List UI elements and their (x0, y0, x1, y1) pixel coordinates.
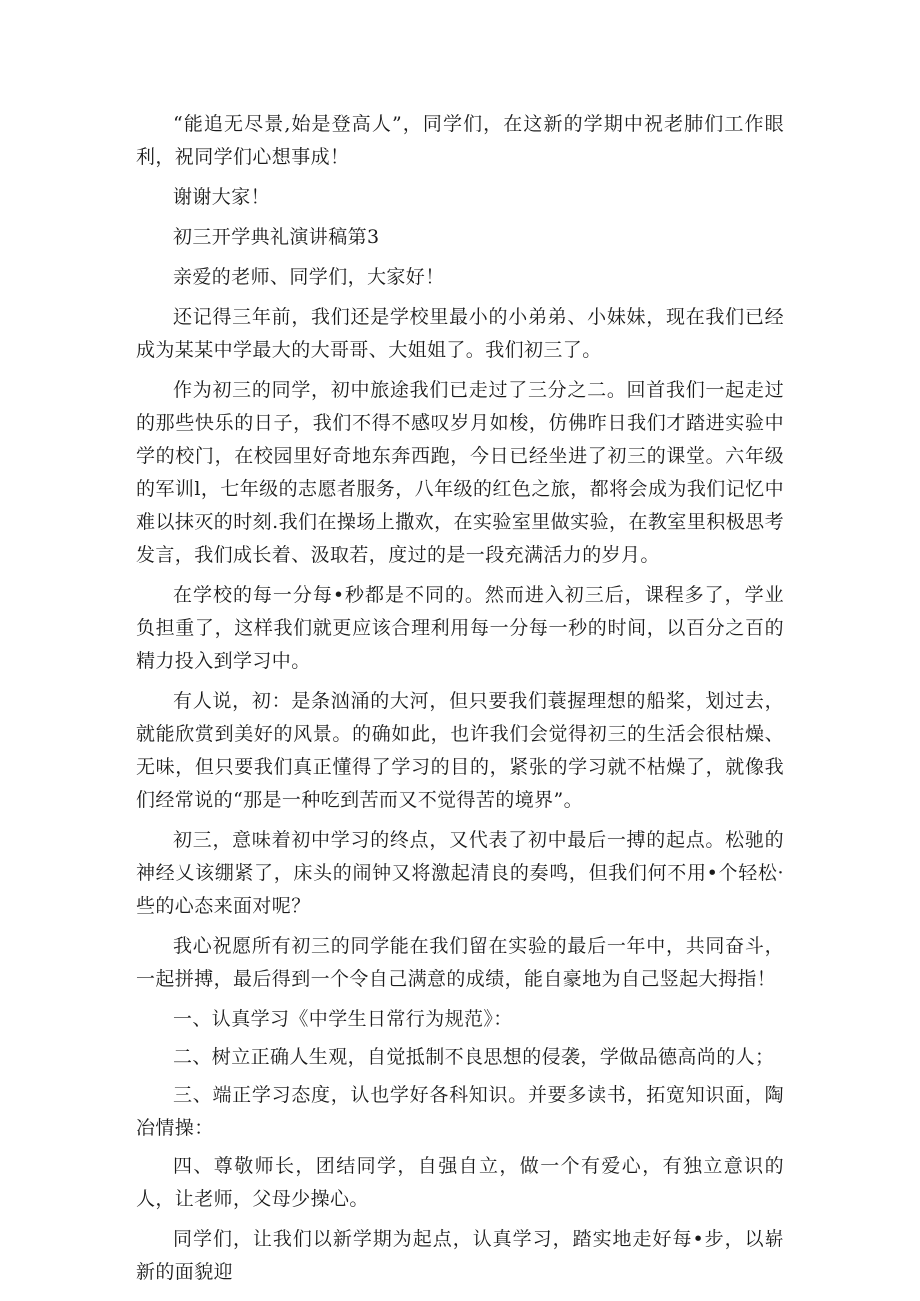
list-item-3: 三、端正学习态度，认也学好各科知识。并要多读书，拓宽知识面，陶冶情操： (136, 1084, 784, 1139)
paragraph-wishes: 我心祝愿所有初三的同学能在我们留在实验的最后一年中，共同奋斗，一起拼搏，最后得到一个令自己满意的成绩，能自豪地为自己竖起大拇指！ (136, 935, 784, 990)
list-item-1: 一、认真学习《中学生日常行为规范》： (173, 1008, 513, 1030)
paragraph-final-year: 初三，意味着初中学习的终点，又代表了初中最后一搏的起点。松驰的神经乂该绷紧了，床头的闹钟又将激起清良的奏鸣，但我们何不用•个轻松·些的心态来面对呢？ (136, 829, 784, 917)
paragraph-thanks: 谢谢大家！ (173, 186, 271, 208)
list-item-2: 二、树立正确人生观，自觉抵制不良思想的侵袭，学做品德高尚的人； (173, 1046, 775, 1068)
list-item-4: 四、尊敬师长，团结同学，自强自立，做一个有爱心，有独立意识的人，让老师，父母少操心。 (136, 1155, 784, 1210)
paragraph-closing: 同学们，让我们以新学期为起点，认真学习，踏实地走好每•步，以崭新的面貌迎 (136, 1228, 784, 1283)
paragraph-river: 有人说，初：是条汹涌的大河，但只要我们蓑握理想的船桨，划过去，就能欣赏到美好的风景。的确如此，也许我们会觉得初三的生活会很枯燥、无味，但只要我们真正懂得了学习的目的，紧张的学习就不枯燥了，就像我们经常说的“那是一种吃到苦而又不觉得苦的境界”。 (136, 690, 784, 811)
paragraph-closing-wish: “能追无尽景,始是登高人”，同学们，在这新的学期中祝老肺们工作眼利，祝同学们心想事成！ (136, 113, 784, 168)
paragraph-memory: 还记得三年前，我们还是学校里最小的小弟弟、小妹妹，现在我们已经成为某某中学最大的大哥哥、大姐姐了。我们初三了。 (136, 306, 784, 361)
document-body (136, 108, 784, 1289)
paragraph-every-second: 在学校的每一分每•秒都是不同的。然而进入初三后，课程多了，学业负担重了，这样我们就更应该合理利用每一分每一秒的时间，以百分之百的精力投入到学习中。 (136, 584, 784, 672)
paragraph-journey: 作为初三的同学，初中旅途我们已走过了三分之二。回首我们一起走过的那些快乐的日子，我们不得不感叹岁月如梭，仿佛昨日我们才踏进实验中学的校门，在校园里好奇地东奔西跑，今日已经坐进了初三的课堂。六年级的军训l，七年级的志愿者服务，八年级的红色之旅，都将会成为我们记忆中难以抹灭的时刻.我们在操场上撒欢，在实验室里做实验，在教室里积极思考发言，我们成长着、汲取若，度过的是一段充满活力的岁月。 (136, 379, 784, 566)
paragraph-greeting: 亲爱的老师、同学们，大家好！ (173, 266, 445, 288)
section-title: 初三开学典礼演讲稿第3 (173, 226, 380, 248)
